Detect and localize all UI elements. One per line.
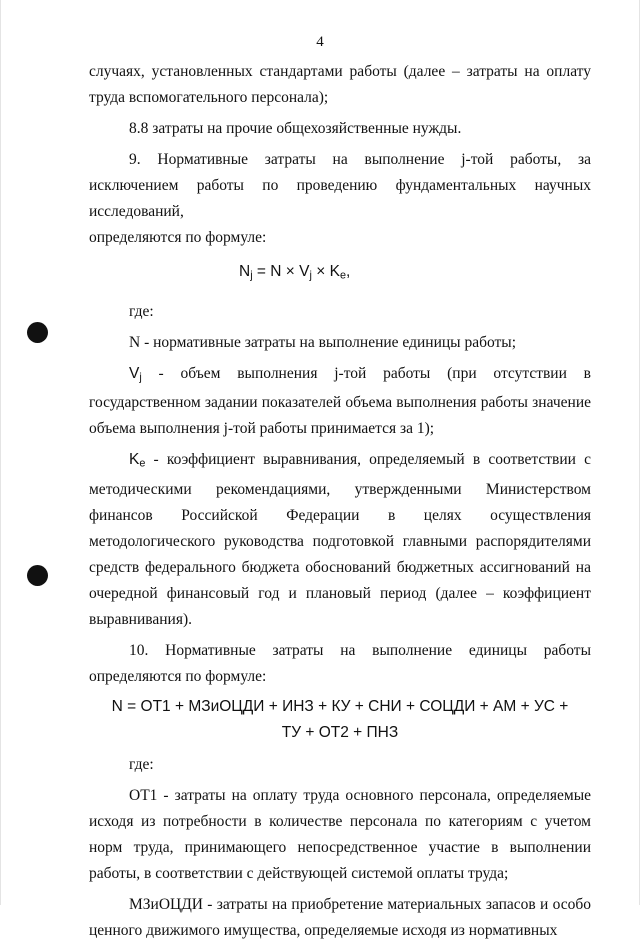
definition-vj-symbol: V — [129, 364, 140, 382]
paragraph-9: 9. Нормативные затраты на выполнение j-той работы, за исключением работы по проведению фундаментальных научных исследований, — [89, 151, 591, 220]
definition-ke-text: - коэффициент выравнивания, определяемый в соответствии с методическими рекомендациями, утвержденными Министерством финансов Российской Федерации в целях осуществления методологического руководства подготовкой главными распорядителями средств федерального бюджета обоснований бюджетных ассигнований на очередной финансовый год и плановый период (далее – коэффициент выравнивания). — [89, 451, 591, 629]
where-label: где: — [129, 302, 154, 320]
formula-nj-mul: × K — [311, 263, 340, 280]
page-edge-left — [0, 0, 1, 905]
definition-vj-text: - объем выполнения j-той работы (при отсутствии в государственном задании показателей объема выполнения работы значение объема выполнения j-той работы принимается за 1); — [89, 364, 591, 438]
definition-ke-symbol: K — [129, 451, 140, 469]
formula-nj-lhs: N — [239, 263, 251, 280]
paragraph-10-tail: определяются по формуле: — [89, 668, 267, 686]
punch-hole-mark — [27, 565, 48, 586]
page-number: 4 — [316, 34, 324, 50]
formula-n-line2: ТУ + ОТ2 + ПНЗ — [281, 724, 399, 742]
formula-nj-v-sub: j — [309, 269, 312, 282]
formula-nj-eq: = N × V — [252, 263, 310, 280]
definition-ot1: ОТ1 - затраты на оплату труда основного персонала, определяемые исходя из потребности в количестве персонала по категориям с учетом норм труда, принимающего непосредственное участие в выполнении работы, в соответствии с действующей системой оплаты труда; — [89, 787, 591, 883]
formula-nj — [89, 259, 591, 289]
paragraph-8-8: 8.8 затраты на прочие общехозяйственные нужды. — [129, 120, 462, 137]
definition-mziocdi: МЗиОЦДИ - затраты на приобретение материальных запасов и особо ценного движимого имущества, определяемые исходя из нормативных — [89, 896, 591, 940]
definition-vj-subscript: j — [139, 371, 142, 384]
document-body — [89, 59, 591, 944]
where-label-2: где: — [129, 756, 154, 774]
formula-nj-lhs-sub: j — [250, 269, 253, 282]
formula-nj-k-sub: e — [339, 269, 346, 282]
definition-vj — [89, 361, 591, 443]
definition-n: N - нормативные затраты на выполнение единицы работы; — [129, 333, 517, 351]
punch-hole-mark — [27, 322, 48, 343]
definition-ke — [89, 447, 591, 633]
definition-ke-subscript: e — [139, 458, 146, 471]
formula-n-line1: N = ОТ1 + МЗиОЦДИ + ИНЗ + КУ + СНИ + СОЦДИ + АМ + УС + — [111, 698, 569, 716]
formula-nj-end: , — [345, 263, 351, 280]
paragraph-continuation: случаях, установленных стандартами работы (далее – затраты на оплату труда вспомогательного персонала); — [89, 63, 591, 106]
paragraph-10: 10. Нормативные затраты на выполнение единицы работы — [129, 642, 591, 660]
paragraph-9-tail: определяются по формуле: — [89, 229, 267, 246]
